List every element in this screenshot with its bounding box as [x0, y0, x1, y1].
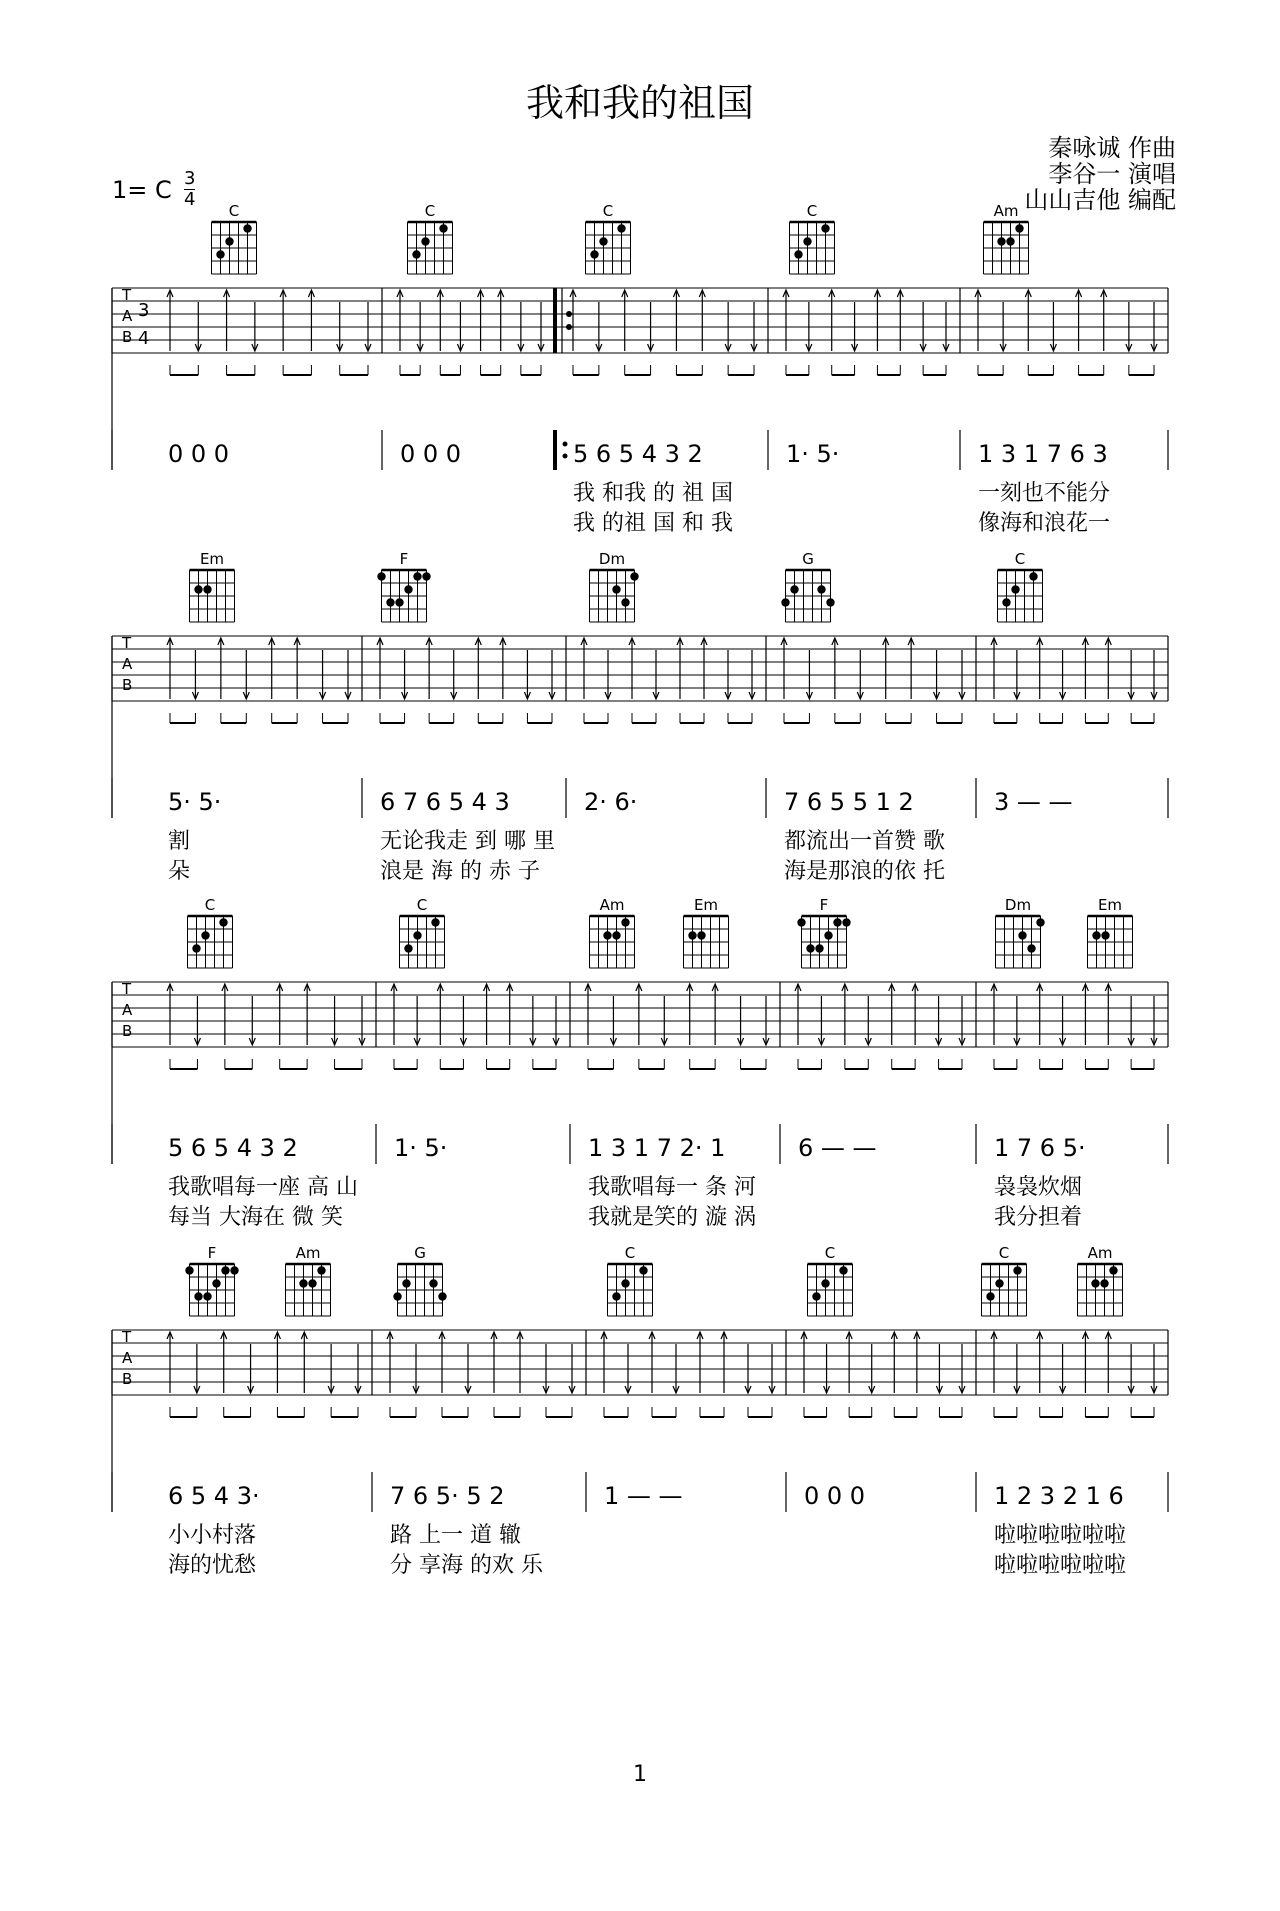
tab-letter: A: [122, 655, 133, 673]
finger-dot: [630, 572, 638, 580]
chord-name: G: [414, 1244, 426, 1262]
lyrics-verse-1: 我歌唱每一座 高 山: [168, 1175, 358, 1200]
lyrics-verse-2: 朵: [168, 859, 191, 884]
numbered-notation: 7 6 5 5 1 2: [784, 788, 914, 816]
finger-dot: [590, 250, 598, 258]
chord-name: Am: [993, 202, 1019, 220]
tab-letter: A: [122, 1001, 133, 1019]
chord-name: C: [824, 1244, 836, 1262]
finger-dot: [203, 1292, 211, 1300]
tab-letter: B: [122, 1370, 133, 1388]
chord-name: C: [424, 202, 436, 220]
finger-dot: [790, 585, 798, 593]
numbered-notation: 7 6 5· 5 2: [390, 1482, 505, 1510]
finger-dot: [1101, 931, 1109, 939]
finger-dot: [842, 918, 850, 926]
finger-dot: [812, 1292, 820, 1300]
tab-letter: T: [122, 1328, 132, 1346]
finger-dot: [839, 1266, 847, 1274]
finger-dot: [219, 918, 227, 926]
finger-dot: [422, 572, 430, 580]
finger-dot: [212, 1279, 220, 1287]
lyrics-verse-1: 路 上一 道 辙: [390, 1523, 521, 1548]
tab-time-top: 3: [138, 300, 150, 321]
tab-letter: T: [122, 634, 132, 652]
tab-letter: A: [122, 1349, 133, 1367]
chord-name: C: [204, 896, 216, 914]
numbered-notation: 1 2 3 2 1 6: [994, 1482, 1124, 1510]
finger-dot: [1018, 931, 1026, 939]
finger-dot: [1109, 1266, 1117, 1274]
repeat-dot: [563, 442, 568, 447]
finger-dot: [225, 237, 233, 245]
finger-dot: [815, 944, 823, 952]
numbered-notation: 1· 5·: [786, 440, 840, 468]
lyrics-verse-2: 啦啦啦啦啦啦: [994, 1553, 1127, 1578]
lyrics-verse-1: 我 和我 的 祖 国: [573, 481, 733, 506]
finger-dot: [421, 237, 429, 245]
tab-letter: T: [122, 980, 132, 998]
lyrics-verse-2: 海是那浪的依 托: [784, 859, 945, 884]
finger-dot: [997, 237, 1005, 245]
tab-letter: B: [122, 676, 133, 694]
finger-dot: [599, 237, 607, 245]
finger-dot: [194, 1292, 202, 1300]
finger-dot: [194, 585, 202, 593]
finger-dot: [824, 931, 832, 939]
finger-dot: [621, 598, 629, 606]
finger-dot: [1002, 598, 1010, 606]
chord-name: C: [416, 896, 428, 914]
finger-dot: [617, 224, 625, 232]
finger-dot: [1036, 918, 1044, 926]
song-title: 我和我的祖国: [525, 81, 754, 125]
chord-name: Am: [295, 1244, 321, 1262]
chord-name: C: [806, 202, 818, 220]
numbered-notation: 5 6 5 4 3 2: [573, 440, 703, 468]
lyrics-verse-1: 我歌唱每一 条 河: [588, 1175, 756, 1200]
numbered-notation: 1 7 6 5·: [994, 1134, 1086, 1162]
chord-name: Em: [1097, 896, 1123, 914]
lyrics-verse-2: 分 享海 的欢 乐: [390, 1553, 543, 1578]
finger-dot: [797, 918, 805, 926]
finger-dot: [393, 1292, 401, 1300]
finger-dot: [429, 1279, 437, 1287]
numbered-notation: 0 0 0: [168, 440, 230, 468]
lyrics-verse-2: 我分担着: [994, 1205, 1083, 1230]
time-signature-bottom: 4: [184, 189, 196, 210]
numbered-notation: 6 — —: [798, 1134, 877, 1162]
numbered-notation: 6 7 6 5 4 3: [380, 788, 510, 816]
finger-dot: [438, 1292, 446, 1300]
numbered-notation: 1 — —: [604, 1482, 683, 1510]
finger-dot: [794, 250, 802, 258]
finger-dot: [688, 931, 696, 939]
composer-credit: 秦咏诚 作曲: [1048, 134, 1176, 162]
finger-dot: [317, 1266, 325, 1274]
finger-dot: [1013, 1266, 1021, 1274]
lyrics-verse-2: 海的忧愁: [168, 1553, 257, 1578]
finger-dot: [412, 250, 420, 258]
finger-dot: [995, 1279, 1003, 1287]
finger-dot: [203, 585, 211, 593]
chord-name: F: [819, 896, 829, 914]
finger-dot: [612, 585, 620, 593]
finger-dot: [216, 250, 224, 258]
chord-name: F: [207, 1244, 217, 1262]
lyrics-verse-2: 我 的祖 国 和 我: [573, 511, 733, 536]
chord-name: C: [228, 202, 240, 220]
finger-dot: [243, 224, 251, 232]
singer-credit: 李谷一 演唱: [1048, 160, 1176, 188]
finger-dot: [431, 918, 439, 926]
chord-name: Dm: [598, 550, 626, 568]
finger-dot: [439, 224, 447, 232]
finger-dot: [1092, 931, 1100, 939]
lyrics-verse-1: 一刻也不能分: [978, 481, 1111, 506]
chord-name: C: [602, 202, 614, 220]
finger-dot: [395, 598, 403, 606]
lyrics-verse-2: 像海和浪花一: [978, 511, 1111, 536]
finger-dot: [299, 1279, 307, 1287]
finger-dot: [781, 598, 789, 606]
finger-dot: [192, 944, 200, 952]
repeat-dot: [566, 324, 572, 330]
finger-dot: [1027, 944, 1035, 952]
finger-dot: [1011, 585, 1019, 593]
finger-dot: [603, 931, 611, 939]
lyrics-verse-1: 都流出一首赞 歌: [784, 829, 945, 854]
finger-dot: [821, 1279, 829, 1287]
lyrics-verse-1: 割: [168, 829, 191, 854]
finger-dot: [404, 585, 412, 593]
finger-dot: [806, 944, 814, 952]
finger-dot: [1091, 1279, 1099, 1287]
finger-dot: [833, 918, 841, 926]
lyrics-verse-1: 无论我走 到 哪 里: [380, 829, 555, 854]
finger-dot: [826, 598, 834, 606]
arranger-credit: 山山吉他 编配: [1024, 186, 1176, 214]
lyrics-verse-1: 啦啦啦啦啦啦: [994, 1523, 1127, 1548]
numbered-notation: 5 6 5 4 3 2: [168, 1134, 298, 1162]
finger-dot: [612, 1292, 620, 1300]
tab-letter: B: [122, 328, 133, 346]
finger-dot: [1015, 224, 1023, 232]
chord-name: G: [802, 550, 814, 568]
repeat-dot: [563, 454, 568, 459]
finger-dot: [404, 944, 412, 952]
finger-dot: [817, 585, 825, 593]
chord-name: Am: [1087, 1244, 1113, 1262]
finger-dot: [621, 918, 629, 926]
finger-dot: [803, 237, 811, 245]
finger-dot: [1100, 1279, 1108, 1287]
lyrics-verse-2: 每当 大海在 微 笑: [168, 1205, 343, 1230]
finger-dot: [612, 931, 620, 939]
finger-dot: [413, 931, 421, 939]
chord-name: Dm: [1004, 896, 1032, 914]
numbered-notation: 0 0 0: [804, 1482, 866, 1510]
chord-name: F: [399, 550, 409, 568]
numbered-notation: 5· 5·: [168, 788, 222, 816]
finger-dot: [821, 224, 829, 232]
tab-letter: A: [122, 307, 133, 325]
lyrics-verse-2: 浪是 海 的 赤 子: [380, 859, 540, 884]
numbered-notation: 1 3 1 7 2· 1: [588, 1134, 726, 1162]
chord-name: Am: [599, 896, 625, 914]
finger-dot: [230, 1266, 238, 1274]
finger-dot: [402, 1279, 410, 1287]
numbered-notation: 1· 5·: [394, 1134, 448, 1162]
chord-name: Em: [693, 896, 719, 914]
finger-dot: [639, 1266, 647, 1274]
finger-dot: [621, 1279, 629, 1287]
chord-name: C: [1014, 550, 1026, 568]
numbered-notation: 3 — —: [994, 788, 1073, 816]
tab-time-bottom: 4: [138, 328, 150, 349]
time-signature-top: 3: [184, 168, 196, 189]
finger-dot: [377, 572, 385, 580]
finger-dot: [1006, 237, 1014, 245]
lyrics-verse-1: 袅袅炊烟: [994, 1175, 1083, 1200]
chord-name: C: [624, 1244, 636, 1262]
repeat-dot: [566, 311, 572, 317]
finger-dot: [697, 931, 705, 939]
numbered-notation: 0 0 0: [400, 440, 462, 468]
key-signature: 1= C: [112, 176, 172, 204]
finger-dot: [221, 1266, 229, 1274]
chord-name: Em: [199, 550, 225, 568]
numbered-notation: 2· 6·: [584, 788, 638, 816]
numbered-notation: 6 5 4 3·: [168, 1482, 260, 1510]
finger-dot: [185, 1266, 193, 1274]
lyrics-verse-2: 我就是笑的 漩 涡: [588, 1205, 756, 1230]
finger-dot: [201, 931, 209, 939]
finger-dot: [386, 598, 394, 606]
finger-dot: [413, 572, 421, 580]
numbered-notation: 1 3 1 7 6 3: [978, 440, 1108, 468]
finger-dot: [1029, 572, 1037, 580]
tab-letter: T: [122, 286, 132, 304]
lyrics-verse-1: 小小村落: [168, 1523, 257, 1548]
tab-letter: B: [122, 1022, 133, 1040]
finger-dot: [308, 1279, 316, 1287]
finger-dot: [986, 1292, 994, 1300]
chord-name: C: [998, 1244, 1010, 1262]
page-number: 1: [633, 1762, 647, 1787]
